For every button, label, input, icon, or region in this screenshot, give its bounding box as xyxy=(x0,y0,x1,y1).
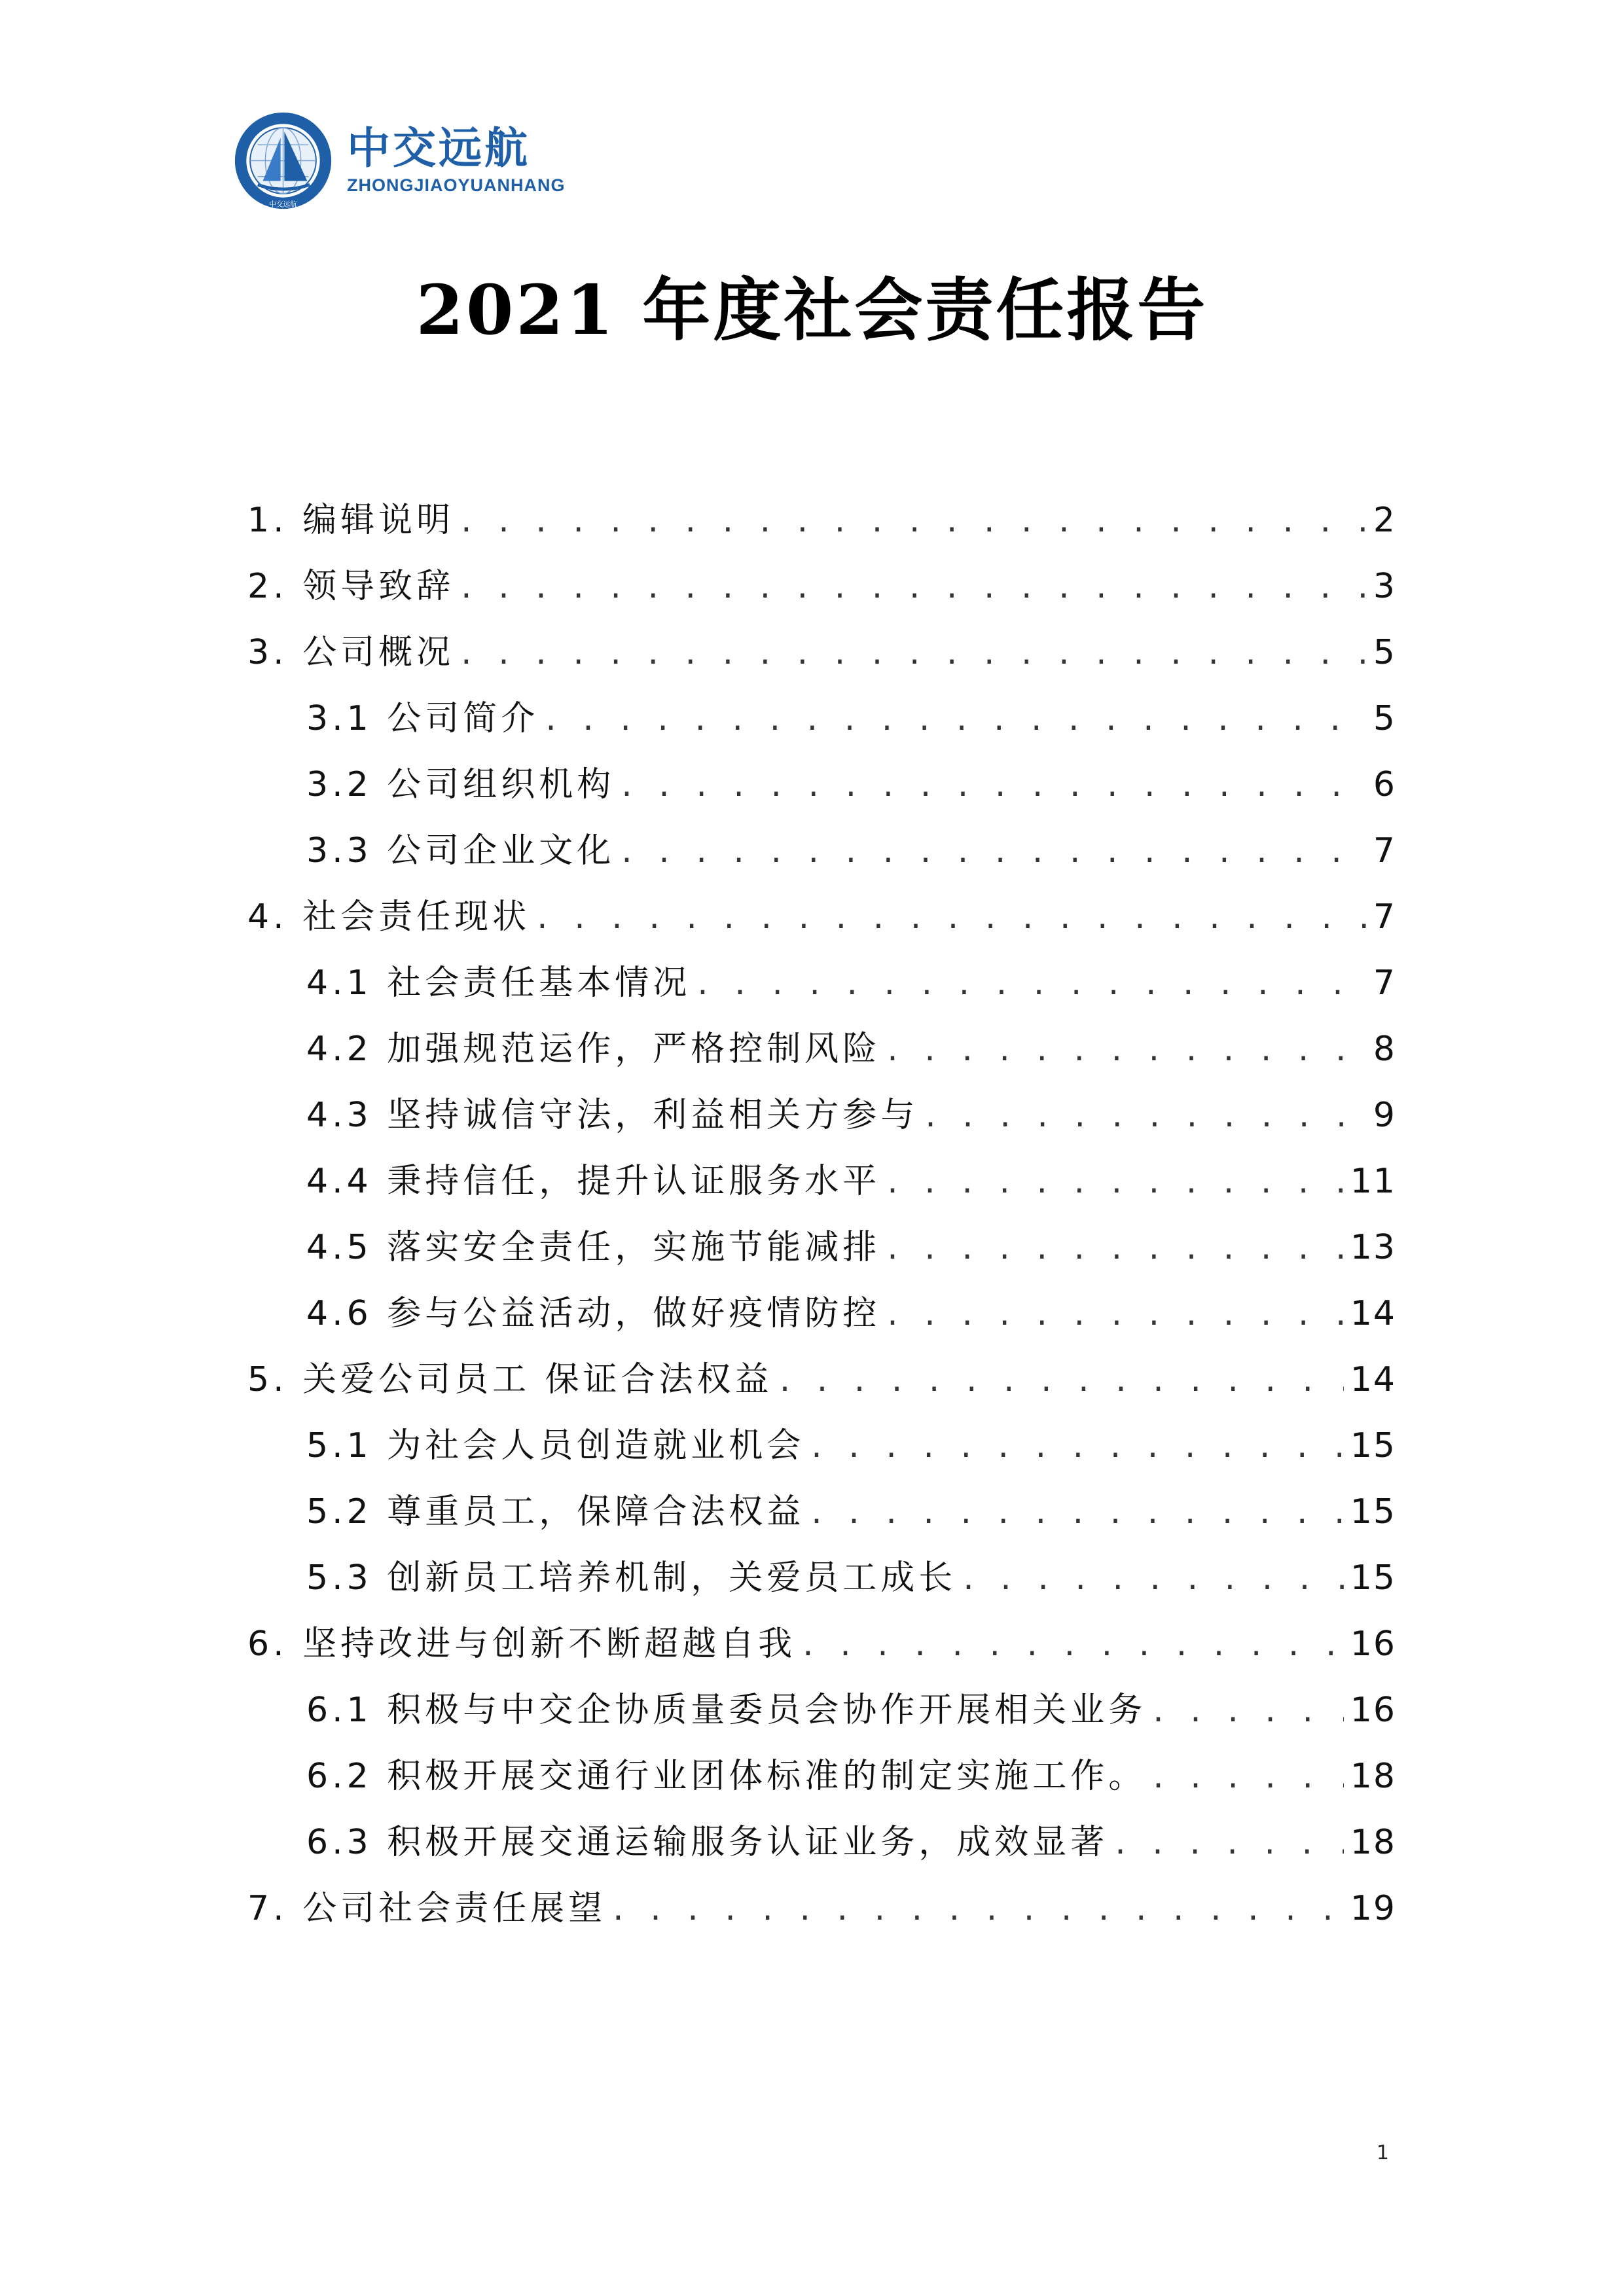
table-of-contents xyxy=(247,492,1396,1946)
toc-entry-label: 6.2 积极开展交通行业团体标准的制定实施工作。 xyxy=(306,1757,1147,1796)
toc-dot-leader xyxy=(1115,1823,1344,1862)
toc-entry[interactable] xyxy=(247,1153,1396,1219)
toc-dot-leader xyxy=(621,831,1367,870)
toc-entry[interactable] xyxy=(247,757,1396,823)
toc-dot-leader xyxy=(461,501,1367,540)
toc-entry[interactable] xyxy=(247,955,1396,1021)
toc-entry-label: 4.3 坚持诚信守法，利益相关方参与 xyxy=(306,1096,919,1135)
toc-entry-label: 4.1 社会责任基本情况 xyxy=(306,963,691,1003)
logo-wordmark xyxy=(347,125,566,196)
toc-entry-page: 7 xyxy=(1373,963,1396,1003)
toc-dot-leader xyxy=(461,567,1367,606)
toc-entry-page: 8 xyxy=(1373,1030,1396,1069)
toc-entry[interactable] xyxy=(247,1616,1396,1682)
toc-entry-label: 5. 关爱公司员工 保证合法权益 xyxy=(247,1360,773,1399)
toc-dot-leader xyxy=(925,1096,1367,1135)
toc-entry[interactable] xyxy=(247,1087,1396,1153)
toc-entry-label: 4.6 参与公益活动，做好疫情防控 xyxy=(306,1294,881,1333)
header-logo xyxy=(232,108,566,213)
toc-entry-page: 9 xyxy=(1373,1096,1396,1135)
toc-dot-leader xyxy=(697,963,1367,1003)
toc-entry[interactable] xyxy=(247,1682,1396,1748)
toc-entry[interactable] xyxy=(247,492,1396,558)
toc-entry-label: 5.3 创新员工培养机制，关爱员工成长 xyxy=(306,1558,957,1598)
toc-entry-label: 4.4 秉持信任，提升认证服务水平 xyxy=(306,1162,881,1201)
toc-entry-page: 7 xyxy=(1373,897,1396,937)
toc-dot-leader xyxy=(887,1228,1344,1267)
toc-entry[interactable] xyxy=(247,691,1396,757)
toc-entry-page: 14 xyxy=(1350,1294,1396,1333)
toc-dot-leader xyxy=(621,765,1367,804)
toc-entry[interactable] xyxy=(247,1352,1396,1418)
toc-dot-leader xyxy=(1153,1757,1344,1796)
toc-entry-label: 3.1 公司简介 xyxy=(306,699,539,738)
toc-entry[interactable] xyxy=(247,1550,1396,1616)
toc-entry-page: 18 xyxy=(1350,1823,1396,1862)
toc-entry[interactable] xyxy=(247,624,1396,691)
toc-entry-label: 6.1 积极与中交企协质量委员会协作开展相关业务 xyxy=(306,1691,1147,1730)
toc-dot-leader xyxy=(613,1889,1344,1928)
toc-dot-leader xyxy=(811,1492,1344,1532)
toc-entry-label: 3. 公司概况 xyxy=(247,633,455,672)
toc-dot-leader xyxy=(963,1558,1344,1598)
toc-dot-leader xyxy=(811,1426,1344,1465)
toc-entry[interactable] xyxy=(247,1418,1396,1484)
toc-entry-label: 6. 坚持改进与创新不断超越自我 xyxy=(247,1624,797,1664)
page-number: 1 xyxy=(1376,2142,1389,2164)
toc-entry[interactable] xyxy=(247,558,1396,624)
toc-entry-page: 15 xyxy=(1350,1492,1396,1532)
toc-entry-page: 13 xyxy=(1350,1228,1396,1267)
toc-dot-leader xyxy=(537,897,1367,937)
toc-entry-label: 5.1 为社会人员创造就业机会 xyxy=(306,1426,805,1465)
document-title: 2021 年度社会责任报告 xyxy=(416,270,1208,350)
toc-entry-page: 15 xyxy=(1350,1426,1396,1465)
toc-entry-page: 16 xyxy=(1350,1691,1396,1730)
toc-dot-leader xyxy=(461,633,1367,672)
toc-entry-page: 5 xyxy=(1373,633,1396,672)
toc-entry[interactable] xyxy=(247,1021,1396,1087)
toc-dot-leader xyxy=(887,1294,1344,1333)
toc-entry[interactable] xyxy=(247,1285,1396,1352)
toc-entry[interactable] xyxy=(247,1748,1396,1814)
toc-dot-leader xyxy=(780,1360,1344,1399)
toc-entry[interactable] xyxy=(247,889,1396,955)
toc-entry-page: 6 xyxy=(1373,765,1396,804)
toc-entry-label: 4.2 加强规范运作，严格控制风险 xyxy=(306,1030,881,1069)
toc-entry-page: 5 xyxy=(1373,699,1396,738)
toc-entry[interactable] xyxy=(247,1880,1396,1946)
logo-name-cn: 中交远航 xyxy=(347,123,530,174)
toc-dot-leader xyxy=(887,1162,1344,1201)
toc-entry-label: 1. 编辑说明 xyxy=(247,501,455,540)
toc-entry-label: 6.3 积极开展交通运输服务认证业务，成效显著 xyxy=(306,1823,1109,1862)
toc-entry-label: 4.5 落实安全责任，实施节能减排 xyxy=(306,1228,881,1267)
toc-entry-label: 5.2 尊重员工，保障合法权益 xyxy=(306,1492,805,1532)
toc-dot-leader xyxy=(887,1030,1367,1069)
toc-entry-label: 7. 公司社会责任展望 xyxy=(247,1889,607,1928)
globe-sail-logo-icon xyxy=(232,110,334,211)
toc-entry[interactable] xyxy=(247,1219,1396,1285)
toc-entry-page: 11 xyxy=(1350,1162,1396,1201)
toc-entry-page: 16 xyxy=(1350,1624,1396,1664)
toc-entry-label: 3.3 公司企业文化 xyxy=(306,831,615,870)
toc-entry-label: 2. 领导致辞 xyxy=(247,567,455,606)
toc-entry[interactable] xyxy=(247,1814,1396,1880)
toc-entry-page: 7 xyxy=(1373,831,1396,870)
toc-entry-page: 3 xyxy=(1373,567,1396,606)
toc-entry-page: 18 xyxy=(1350,1757,1396,1796)
toc-dot-leader xyxy=(1153,1691,1344,1730)
toc-dot-leader xyxy=(803,1624,1344,1664)
toc-entry-label: 3.2 公司组织机构 xyxy=(306,765,615,804)
toc-entry[interactable] xyxy=(247,1484,1396,1550)
toc-entry-page: 15 xyxy=(1350,1558,1396,1598)
toc-entry-page: 2 xyxy=(1373,501,1396,540)
toc-dot-leader xyxy=(545,699,1367,738)
logo-name-en: ZHONGJIAOYUANHANG xyxy=(347,175,566,195)
toc-entry-label: 4. 社会责任现状 xyxy=(247,897,531,937)
toc-entry-page: 14 xyxy=(1350,1360,1396,1399)
toc-entry[interactable] xyxy=(247,823,1396,889)
toc-entry-page: 19 xyxy=(1350,1889,1396,1928)
logo-ring-text: 中交远航 xyxy=(269,199,297,208)
